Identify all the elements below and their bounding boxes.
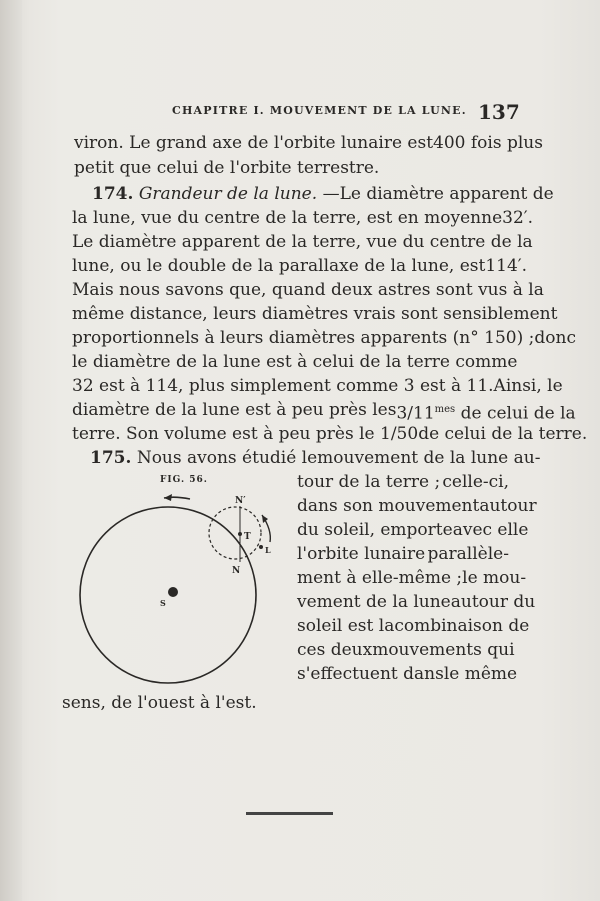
text-line-15: tour de la terre ; celle-ci, bbox=[297, 472, 509, 492]
text-line-23: s'effectuent dans le même bbox=[297, 664, 518, 684]
text-line-4: la lune, vue du centre de la terre, est en moyenne 32′. bbox=[72, 208, 534, 228]
text-line-18: l'orbite lunaire parallèle- bbox=[297, 544, 509, 564]
text-line-20: vement de la lune autour du bbox=[297, 592, 536, 612]
text-line-24: sens, de l'ouest à l'est. bbox=[62, 693, 257, 713]
label-n-prime: N′ bbox=[235, 496, 246, 506]
text-line-2: petit que celui de l'orbite terrestre. bbox=[74, 158, 380, 178]
earth-point bbox=[238, 532, 242, 536]
text-line-5: Le diamètre apparent de la terre, vue du centre de la bbox=[72, 232, 533, 252]
orbit-diagram bbox=[60, 470, 290, 695]
label-l: L bbox=[265, 545, 271, 555]
text-line-1: viron. Le grand axe de l'orbite lunaire est 400 fois plus bbox=[74, 133, 543, 153]
label-n: N bbox=[232, 566, 241, 576]
text-line-22: ces deux mouvements qui bbox=[297, 640, 515, 660]
page-number: 137 bbox=[478, 100, 520, 124]
section-174-number: 174. bbox=[92, 184, 134, 204]
label-s: S bbox=[160, 598, 166, 608]
label-t: T bbox=[244, 532, 251, 542]
section-174-title: Grandeur de la lune. bbox=[138, 184, 318, 204]
text-line-16: dans son mouvement autour bbox=[297, 496, 537, 516]
text-line-7: Mais nous savons que, quand deux astres sont vus à la bbox=[72, 280, 544, 300]
text-line-8: même distance, leurs diamètres vrais sont sensiblement bbox=[72, 304, 558, 324]
text-line-21: soleil est la combinaison de bbox=[297, 616, 530, 636]
bottom-rule bbox=[246, 812, 333, 815]
sun-point bbox=[168, 587, 178, 597]
section-175-number: 175. bbox=[90, 448, 132, 468]
figure-label: FIG. 56. bbox=[160, 475, 208, 485]
text-line-10: le diamètre de la lune est à celui de la terre comme bbox=[72, 352, 518, 372]
text-line-19: ment à elle-même ; le mou- bbox=[297, 568, 527, 588]
book-binding bbox=[0, 0, 22, 901]
text-line-11: 32 est à 114, plus simplement comme 3 est à 11. Ainsi, le bbox=[72, 376, 563, 396]
text-line-3: 174. Grandeur de la lune. — Le diamètre apparent de bbox=[92, 184, 554, 204]
moon-point bbox=[259, 545, 263, 549]
earth-orbit bbox=[80, 507, 256, 683]
text-line-14: 175. Nous avons étudié le mouvement de la lune au- bbox=[90, 448, 541, 468]
text-line-12: diamètre de la lune est à peu près les $3/11^{mes}$ de celui de la bbox=[72, 400, 576, 424]
lunar-orbit bbox=[209, 507, 261, 559]
text-line-13: terre. Son volume est à peu près le 1/50 de celui de la terre. bbox=[72, 424, 588, 444]
text-line-17: du soleil, emporte avec elle bbox=[297, 520, 529, 540]
arrow-head-icon bbox=[164, 494, 172, 501]
running-head: CHAPITRE I. MOUVEMENT DE LA LUNE. bbox=[172, 104, 467, 117]
lunar-arrow-head-icon bbox=[262, 515, 268, 523]
text-line-9: proportionnels à leurs diamètres apparents (n° 150) ; donc bbox=[72, 328, 576, 348]
text-line-6: lune, ou le double de la parallaxe de la lune, est 114′. bbox=[72, 256, 528, 276]
